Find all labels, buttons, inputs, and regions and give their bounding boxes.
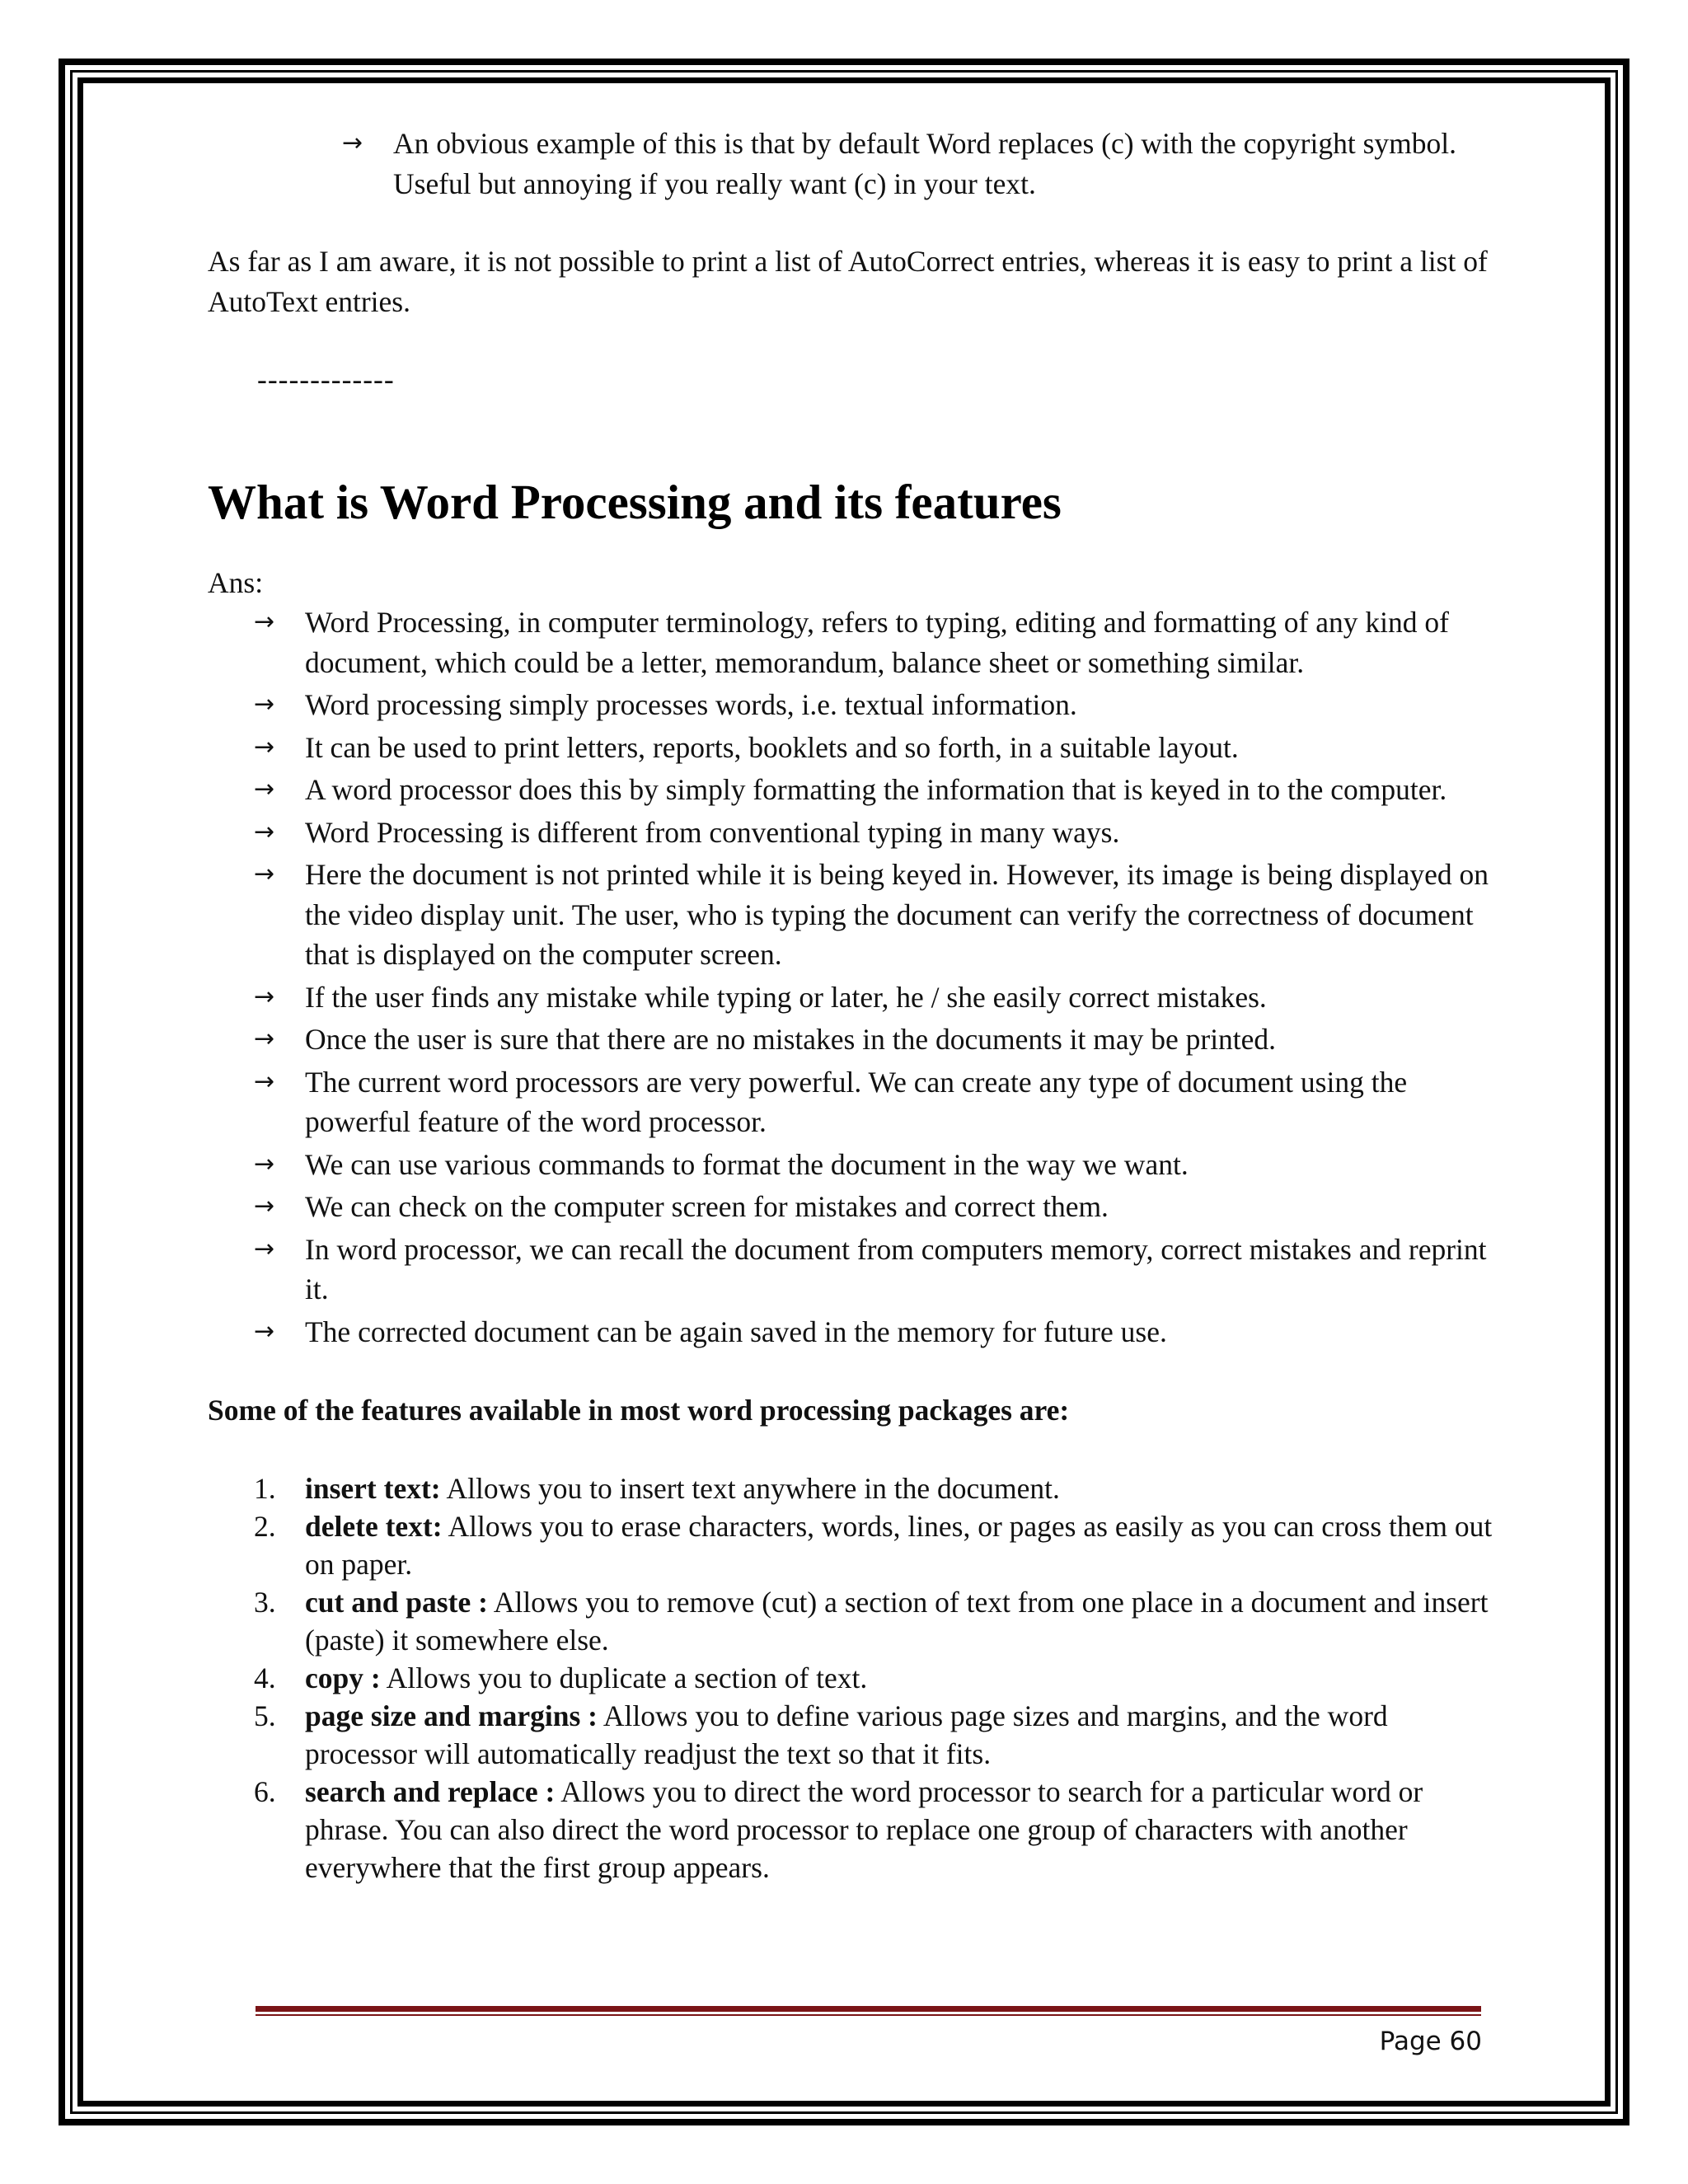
list-item xyxy=(254,1230,1493,1310)
bullet-text: We can use various commands to format the document in the way we want. xyxy=(305,1147,1189,1181)
arrow-bullet-icon: → xyxy=(254,732,275,762)
bullet-text: Word Processing, in computer terminology, refers to typing, editing and formatting of any kind of document, which could be a letter, memorandum, balance sheet or something similar. xyxy=(305,606,1449,679)
bullet-text: A word processor does this by simply formatting the information that is keyed in to the computer. xyxy=(305,773,1447,806)
footer-rule-thin xyxy=(256,2014,1481,2016)
page-number: Page 60 xyxy=(1379,2027,1482,2056)
list-item xyxy=(342,124,1493,204)
arrow-bullet-icon: → xyxy=(254,690,275,719)
footer-rule-thick xyxy=(256,2006,1481,2012)
page-content xyxy=(208,124,1493,1886)
item-number: 4. xyxy=(254,1661,276,1694)
bullet-text: It can be used to print letters, reports, booklets and so forth, in a suitable layout. xyxy=(305,730,1239,764)
feature-description: Allows you to insert text anywhere in the document. xyxy=(440,1471,1060,1505)
bullet-text: The corrected document can be again saved in the memory for future use. xyxy=(305,1315,1167,1348)
list-item xyxy=(254,1062,1493,1142)
feature-item xyxy=(254,1697,1493,1773)
list-item xyxy=(254,1019,1493,1060)
item-number: 6. xyxy=(254,1774,276,1808)
item-number: 2. xyxy=(254,1509,276,1543)
feature-item xyxy=(254,1659,1493,1697)
feature-description: Allows you to define various page sizes and margins, and the word processor will automatically readjust the text so that it fits. xyxy=(305,1699,1388,1770)
feature-term: delete text: xyxy=(305,1509,443,1543)
bullet-text: An obvious example of this is that by default Word replaces (c) with the copyright symbol. Useful but annoying if you really want (c) in your text. xyxy=(393,127,1456,200)
list-item xyxy=(254,813,1493,853)
features-heading: Some of the features available in most word processing packages are: xyxy=(208,1394,1070,1427)
arrow-bullet-icon: → xyxy=(254,860,275,888)
list-item xyxy=(254,977,1493,1018)
feature-description: Allows you to remove (cut) a section of text from one place in a document and insert (paste) it somewhere else. xyxy=(305,1585,1489,1657)
feature-item xyxy=(254,1583,1493,1659)
answer-bullet-list xyxy=(254,602,1493,1352)
feature-item xyxy=(254,1507,1493,1583)
bullet-text: Word Processing is different from conventional typing in many ways. xyxy=(305,815,1120,849)
bullet-text: Here the document is not printed while it is being keyed in. However, its image is being displayed on the video display unit. The user, who is typing the document can verify the correctness of document that is displayed on the computer screen. xyxy=(305,858,1489,971)
arrow-bullet-icon: → xyxy=(254,1024,275,1053)
list-item xyxy=(254,728,1493,768)
bullet-text: If the user finds any mistake while typing or later, he / she easily correct mistakes. xyxy=(305,980,1267,1014)
arrow-bullet-icon: → xyxy=(254,775,275,804)
list-item xyxy=(254,1145,1493,1185)
arrow-bullet-icon: → xyxy=(254,1316,275,1346)
bullet-text: In word processor, we can recall the document from computers memory, correct mistakes and reprint it. xyxy=(305,1232,1487,1305)
autocorrect-paragraph: As far as I am aware, it is not possible to print a list of AutoCorrect entries, whereas it is easy to print a list of AutoText entries. xyxy=(208,245,1488,318)
arrow-bullet-icon: → xyxy=(254,1149,275,1179)
arrow-bullet-icon: → xyxy=(342,129,363,157)
top-bullet-list xyxy=(342,124,1493,204)
feature-term: search and replace : xyxy=(305,1774,556,1808)
arrow-bullet-icon: → xyxy=(254,607,275,636)
feature-term: cut and paste : xyxy=(305,1585,488,1619)
bullet-text: We can check on the computer screen for mistakes and correct them. xyxy=(305,1190,1109,1223)
list-item xyxy=(254,770,1493,810)
feature-description: Allows you to direct the word processor to search for a particular word or phrase. You can also direct the word processor to replace one group of characters with another everywhere that the first group appears. xyxy=(305,1774,1423,1884)
arrow-bullet-icon: → xyxy=(254,1192,275,1221)
item-number: 1. xyxy=(254,1471,276,1505)
feature-description: Allows you to duplicate a section of text. xyxy=(380,1661,868,1694)
list-item xyxy=(254,685,1493,725)
section-heading: What is Word Processing and its features xyxy=(208,474,1062,529)
feature-item xyxy=(254,1773,1493,1886)
item-number: 3. xyxy=(254,1585,276,1619)
list-item xyxy=(254,1187,1493,1227)
arrow-bullet-icon: → xyxy=(254,1234,275,1263)
feature-term: copy : xyxy=(305,1661,381,1694)
features-numbered-list xyxy=(254,1469,1493,1886)
separator-dashes: ------------- xyxy=(257,363,395,396)
feature-term: page size and margins : xyxy=(305,1699,598,1732)
arrow-bullet-icon: → xyxy=(254,982,275,1011)
list-item xyxy=(254,602,1493,682)
list-item xyxy=(254,1312,1493,1352)
arrow-bullet-icon: → xyxy=(254,1066,275,1096)
feature-term: insert text: xyxy=(305,1471,441,1505)
arrow-bullet-icon: → xyxy=(254,817,275,846)
item-number: 5. xyxy=(254,1699,276,1732)
bullet-text: Word processing simply processes words, i.e. textual information. xyxy=(305,688,1077,721)
feature-item xyxy=(254,1469,1493,1507)
ans-label: Ans: xyxy=(208,565,264,599)
list-item xyxy=(254,855,1493,975)
bullet-text: The current word processors are very powerful. We can create any type of document using the powerful feature of the word processor. xyxy=(305,1065,1408,1138)
feature-description: Allows you to erase characters, words, lines, or pages as easily as you can cross them out on paper. xyxy=(305,1509,1493,1581)
bullet-text: Once the user is sure that there are no mistakes in the documents it may be printed. xyxy=(305,1023,1277,1056)
